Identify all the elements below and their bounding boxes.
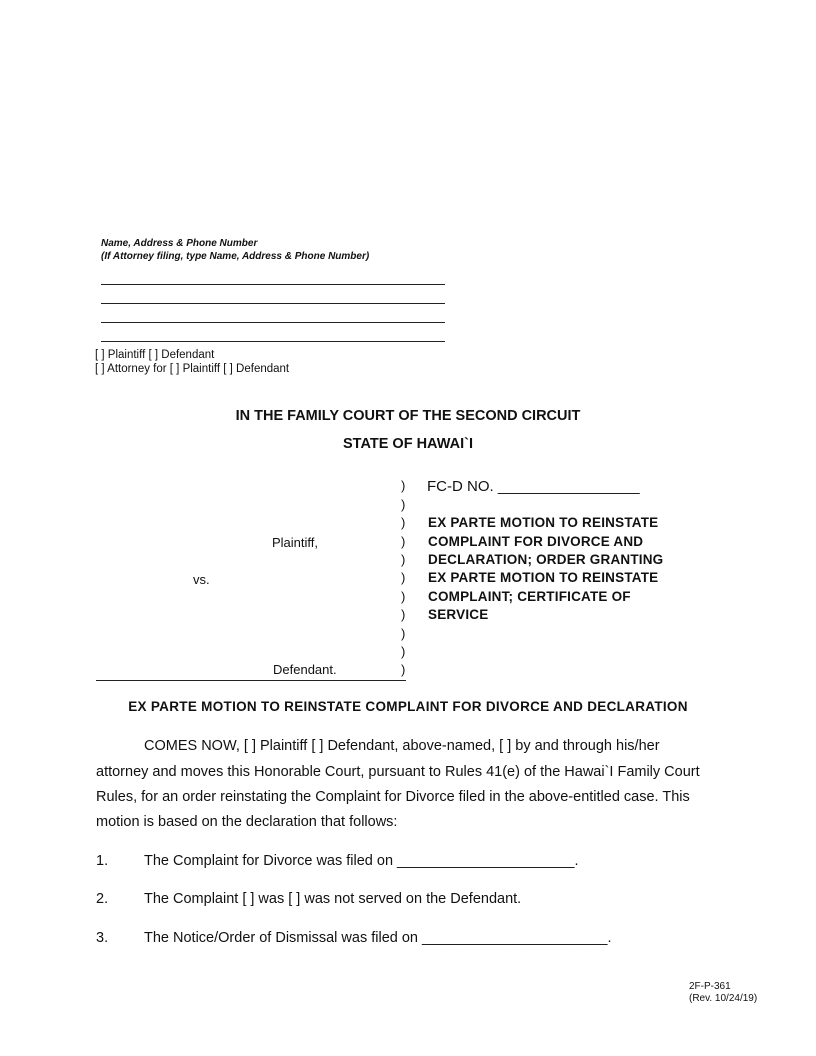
dismissal-filed-date-item[interactable]: The Notice/Order of Dismissal was filed on _______________________. [144,930,612,946]
address-line-3[interactable] [101,322,445,323]
caption-title-line: EX PARTE MOTION TO REINSTATE [428,515,659,530]
paragraph-line: attorney and moves this Honorable Court, pursuant to Rules 41(e) of the Hawai`I Family Court [96,764,700,780]
address-line-2[interactable] [101,303,445,304]
court-name: IN THE FAMILY COURT OF THE SECOND CIRCUIT [235,408,581,424]
paren-mark: ) [401,478,406,493]
caption-title-line: EX PARTE MOTION TO REINSTATE [428,570,659,585]
case-number-field[interactable]: FC-D NO. _________________ [427,478,640,495]
vs-label: vs. [193,572,210,587]
defendant-line[interactable] [96,680,406,681]
paren-mark: ) [401,515,406,530]
paren-mark: ) [401,662,406,677]
paragraph-line: motion is based on the declaration that follows: [96,814,398,830]
motion-title: EX PARTE MOTION TO REINSTATE COMPLAINT FOR DIVORCE AND DECLARATION [128,699,688,714]
attorney-filing-label: (If Attorney filing, type Name, Address & Phone Number) [101,251,370,262]
item-number: 1. [96,853,109,869]
attorney-checkbox-line[interactable]: [ ] Attorney for [ ] Plaintiff [ ] Defendant [95,363,290,375]
item-number: 3. [96,930,109,946]
caption-title-line: SERVICE [428,607,489,622]
defendant-label: Defendant. [273,662,337,677]
caption-title-line: COMPLAINT FOR DIVORCE AND [428,534,644,549]
paren-mark: ) [401,552,406,567]
party-checkbox-line[interactable]: [ ] Plaintiff [ ] Defendant [95,349,215,361]
paren-mark: ) [401,570,406,585]
court-state: STATE OF HAWAI`I [343,436,473,452]
served-status-item[interactable]: The Complaint [ ] was [ ] was not served on the Defendant. [144,891,522,907]
paragraph-line: COMES NOW, [ ] Plaintiff [ ] Defendant, above-named, [ ] by and through his/her [144,738,660,754]
paren-mark: ) [401,644,406,659]
form-revision: (Rev. 10/24/19) [689,993,758,1004]
paren-mark: ) [401,497,406,512]
name-address-label: Name, Address & Phone Number [101,238,258,249]
form-number: 2F-P-361 [689,981,731,992]
paragraph-line: Rules, for an order reinstating the Complaint for Divorce filed in the above-entitled case. This [96,789,690,805]
complaint-filed-date-item[interactable]: The Complaint for Divorce was filed on ______________________. [144,853,579,869]
item-number: 2. [96,891,109,907]
address-line-1[interactable] [101,284,445,285]
paren-mark: ) [401,589,406,604]
paren-mark: ) [401,626,406,641]
paren-mark: ) [401,534,406,549]
caption-title-line: DECLARATION; ORDER GRANTING [428,552,664,567]
address-line-4[interactable] [101,341,445,342]
plaintiff-label: Plaintiff, [272,535,319,550]
paren-mark: ) [401,607,406,622]
caption-title-line: COMPLAINT; CERTIFICATE OF [428,589,631,604]
